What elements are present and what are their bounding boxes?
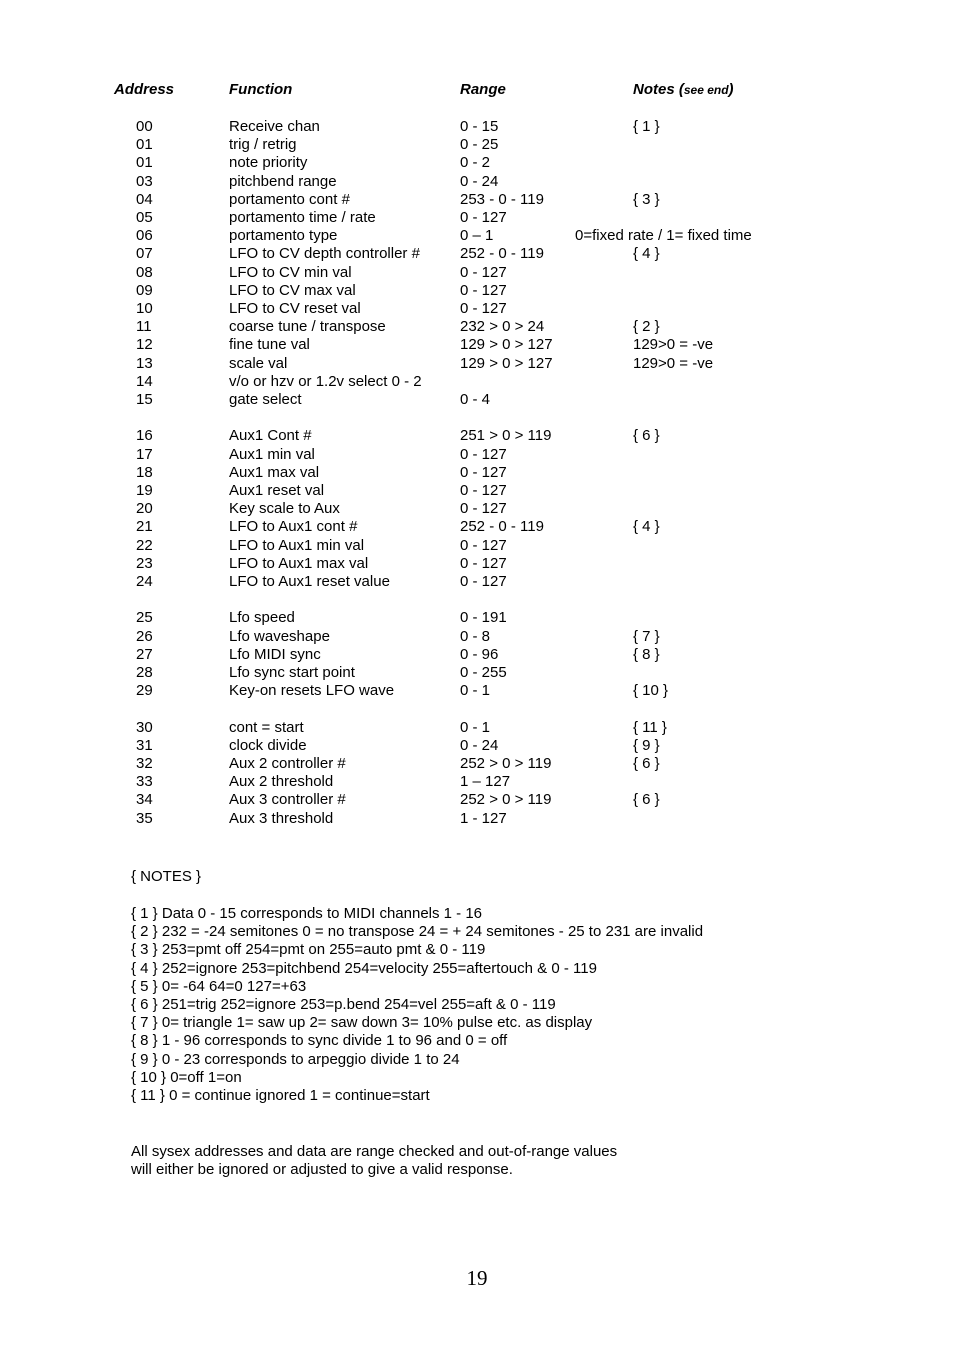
range-cell: 0 - 127 [460, 281, 507, 299]
function-cell: LFO to CV min val [229, 263, 352, 281]
table-row [0, 318, 954, 336]
address-cell: 16 [136, 427, 153, 445]
note-item: { 5 } 0= -64 64=0 127=+63 [131, 977, 307, 995]
function-cell: Lfo speed [229, 609, 295, 627]
address-cell: 30 [136, 718, 153, 736]
address-cell: 09 [136, 281, 153, 299]
header-range: Range [460, 81, 506, 98]
function-cell: Aux 2 controller # [229, 755, 346, 772]
header-notes-see-end: see end [683, 83, 729, 97]
address-cell: 29 [136, 682, 153, 700]
range-cell: 0 - 127 [460, 300, 507, 317]
address-cell: 05 [136, 209, 153, 226]
note-cell: 129>0 = -ve [633, 336, 714, 354]
note-item: { 4 } 252=ignore 253=pitchbend 254=velocity 255=aftertouch & 0 - 119 [131, 959, 597, 977]
note-item: { 6 } 251=trig 252=ignore 253=p.bend 254=vel 255=aft & 0 - 119 [131, 996, 556, 1014]
range-cell: 251 > 0 > 119 [460, 427, 552, 445]
table-row [0, 573, 954, 591]
table-row [0, 264, 954, 282]
table-row [0, 245, 954, 263]
header-address: Address [114, 81, 175, 98]
note-cell: 129>0 = -ve [633, 354, 714, 372]
function-cell: Aux1 reset val [229, 482, 325, 499]
note-cell: { 6 } [633, 755, 660, 772]
range-cell: 252 > 0 > 119 [460, 755, 552, 772]
header-notes-close: ) [728, 81, 734, 98]
address-cell: 10 [136, 300, 153, 317]
table-row [0, 282, 954, 300]
range-cell: 0 - 127 [460, 536, 507, 554]
address-cell: 01 [136, 154, 153, 172]
table-row [0, 355, 954, 373]
notes-title: { NOTES } [131, 868, 202, 885]
range-cell: 0 - 255 [460, 664, 507, 681]
range-cell: 0 - 191 [460, 609, 507, 627]
page-number: 19 [466, 1266, 488, 1290]
table-row [0, 482, 954, 500]
function-cell: coarse tune / transpose [229, 318, 386, 336]
address-cell: 20 [136, 500, 153, 518]
function-cell: Aux1 max val [229, 463, 320, 481]
range-cell: 0 - 25 [460, 136, 499, 154]
function-cell: LFO to CV depth controller # [229, 245, 420, 263]
function-cell: cont = start [229, 718, 304, 736]
table-row [0, 154, 954, 172]
address-cell: 08 [136, 263, 153, 281]
range-cell: 0 - 4 [460, 391, 491, 408]
table-row [0, 136, 954, 154]
table-row [0, 609, 954, 627]
note-cell: { 8 } [633, 645, 660, 663]
range-cell: 0 - 127 [460, 209, 507, 226]
function-cell: trig / retrig [229, 136, 297, 154]
table-row [0, 427, 954, 445]
table-row [0, 446, 954, 464]
range-cell: 0 - 127 [460, 463, 507, 481]
address-cell: 31 [136, 736, 153, 754]
function-cell: Aux1 Cont # [229, 427, 312, 445]
table-row [0, 500, 954, 518]
address-cell: 21 [136, 518, 153, 536]
table-row [0, 373, 954, 391]
address-cell: 33 [136, 773, 153, 791]
table-row [0, 719, 954, 737]
range-cell: 253 - 0 - 119 [460, 190, 544, 208]
address-cell: 06 [136, 227, 153, 245]
function-cell: Aux 3 controller # [229, 791, 346, 809]
table-row [0, 791, 954, 809]
header-function: Function [229, 81, 293, 98]
range-cell: 1 - 127 [460, 809, 507, 827]
range-cell: 129 > 0 > 127 [460, 354, 553, 372]
address-cell: 34 [136, 791, 153, 809]
note-item: { 3 } 253=pmt off 254=pmt on 255=auto pmt & 0 - 119 [131, 941, 486, 959]
note-item: { 9 } 0 - 23 corresponds to arpeggio divide 1 to 24 [131, 1050, 460, 1068]
table-row [0, 464, 954, 482]
range-cell: 0 - 8 [460, 627, 491, 645]
address-cell: 00 [136, 118, 153, 135]
function-cell: Receive chan [229, 118, 320, 135]
table-row [0, 810, 954, 828]
footer-line: All sysex addresses and data are range checked and out-of-range values [131, 1143, 618, 1160]
note-cell: { 6 } [633, 427, 660, 445]
table-row [0, 173, 954, 191]
range-cell: 0 - 127 [460, 554, 507, 572]
address-cell: 17 [136, 445, 153, 463]
function-cell: Key scale to Aux [229, 500, 340, 518]
note-cell: { 7 } [633, 627, 660, 645]
range-cell: 0 - 127 [460, 445, 507, 463]
note-item: { 8 } 1 - 96 corresponds to sync divide 1 to 96 and 0 = off [131, 1032, 508, 1050]
function-cell: Aux1 min val [229, 445, 315, 463]
note-cell: { 1 } [633, 118, 660, 135]
range-cell: 0 - 24 [460, 736, 499, 754]
note-cell: { 10 } [633, 682, 669, 700]
address-cell: 26 [136, 627, 153, 645]
function-cell: Aux 2 threshold [229, 773, 334, 791]
note-item: { 7 } 0= triangle 1= saw up 2= saw down 3= 10% pulse etc. as display [131, 1014, 593, 1032]
table-row [0, 518, 954, 536]
note-item: { 2 } 232 = -24 semitones 0 = no transpose 24 = + 24 semitones - 25 to 231 are invalid [131, 923, 704, 941]
note-cell: { 9 } [633, 736, 660, 754]
note-item: { 10 } 0=off 1=on [131, 1068, 242, 1086]
function-cell: scale val [229, 354, 288, 372]
table-row [0, 737, 954, 755]
note-cell: { 4 } [633, 518, 660, 536]
table-row [0, 755, 954, 773]
address-cell: 03 [136, 172, 153, 190]
note-cell: { 3 } [633, 190, 660, 208]
address-cell: 23 [136, 554, 153, 572]
table-row [0, 300, 954, 318]
function-cell: Lfo waveshape [229, 627, 330, 645]
address-cell: 11 [136, 318, 152, 336]
address-cell: 01 [136, 136, 153, 154]
range-cell: 0 - 1 [460, 682, 491, 700]
table-row [0, 682, 954, 700]
range-cell: 0 - 127 [460, 263, 507, 281]
table-row [0, 391, 954, 409]
note-cell: { 11 } [633, 718, 667, 736]
range-cell: 0 - 127 [460, 482, 507, 499]
function-cell: LFO to Aux1 max val [229, 554, 369, 572]
function-cell: portamento cont # [229, 190, 350, 208]
address-cell: 22 [136, 536, 153, 554]
range-cell: 0 - 96 [460, 645, 499, 663]
notes-list [131, 905, 703, 1105]
function-cell: LFO to Aux1 cont # [229, 518, 358, 536]
table-row [0, 664, 954, 682]
note-cell: { 4 } [633, 245, 660, 263]
header-notes-label: Notes ( [633, 81, 684, 98]
function-cell: fine tune val [229, 336, 310, 354]
function-cell: LFO to Aux1 min val [229, 536, 365, 554]
address-cell: 04 [136, 190, 153, 208]
address-cell: 18 [136, 463, 153, 481]
address-cell: 14 [136, 372, 153, 390]
range-cell: 0 - 1 [460, 718, 491, 736]
note-item: { 11 } 0 = continue ignored 1 = continue=start [131, 1087, 430, 1105]
range-cell: 0 - 127 [460, 500, 507, 518]
function-cell: clock divide [229, 736, 307, 754]
function-cell: Lfo sync start point [229, 664, 355, 681]
header-notes [633, 81, 734, 98]
function-cell: v/o or hzv or 1.2v select 0 - 2 [229, 372, 422, 390]
range-cell: 0 - 2 [460, 154, 491, 172]
note-cell: { 6 } [633, 791, 660, 809]
note-cell: 0=fixed rate / 1= fixed time [575, 227, 752, 245]
address-cell: 24 [136, 573, 153, 590]
table-row [0, 191, 954, 209]
footer-paragraph [131, 1143, 617, 1179]
table-row [0, 118, 954, 136]
footer-line: will either be ignored or adjusted to give a valid response. [131, 1161, 513, 1179]
address-cell: 28 [136, 664, 153, 681]
function-cell: Aux 3 threshold [229, 809, 334, 827]
note-cell: { 2 } [633, 318, 660, 336]
address-cell: 13 [136, 354, 153, 372]
range-cell: 0 - 15 [460, 118, 499, 135]
range-cell: 232 > 0 > 24 [460, 318, 545, 336]
table-row [0, 628, 954, 646]
address-cell: 35 [136, 809, 153, 827]
address-cell: 12 [136, 336, 153, 354]
function-cell: Key-on resets LFO wave [229, 682, 395, 700]
table-row [0, 336, 954, 354]
table-row [0, 646, 954, 664]
function-cell: LFO to Aux1 reset value [229, 573, 390, 590]
function-cell: pitchbend range [229, 172, 337, 190]
function-cell: Lfo MIDI sync [229, 645, 321, 663]
range-cell: 0 – 1 [460, 227, 494, 245]
range-cell: 129 > 0 > 127 [460, 336, 553, 354]
address-cell: 32 [136, 755, 153, 772]
table-row [0, 227, 954, 245]
function-cell: note priority [229, 154, 308, 172]
address-cell: 27 [136, 645, 153, 663]
note-item: { 1 } Data 0 - 15 corresponds to MIDI channels 1 - 16 [131, 905, 483, 922]
range-cell: 252 - 0 - 119 [460, 518, 544, 536]
range-cell: 0 - 127 [460, 573, 507, 590]
address-cell: 19 [136, 482, 153, 499]
table-row [0, 209, 954, 227]
function-cell: portamento time / rate [229, 209, 376, 226]
table-row [0, 773, 954, 791]
range-cell: 252 > 0 > 119 [460, 791, 552, 809]
function-cell: LFO to CV reset val [229, 300, 361, 317]
table-row [0, 555, 954, 573]
address-cell: 07 [136, 245, 153, 263]
function-cell: gate select [229, 391, 302, 408]
range-cell: 0 - 24 [460, 172, 499, 190]
table-row [0, 537, 954, 555]
address-cell: 25 [136, 609, 153, 627]
function-cell: LFO to CV max val [229, 281, 356, 299]
function-cell: portamento type [229, 227, 338, 245]
range-cell: 1 – 127 [460, 773, 511, 791]
address-cell: 15 [136, 391, 153, 408]
range-cell: 252 - 0 - 119 [460, 245, 544, 263]
